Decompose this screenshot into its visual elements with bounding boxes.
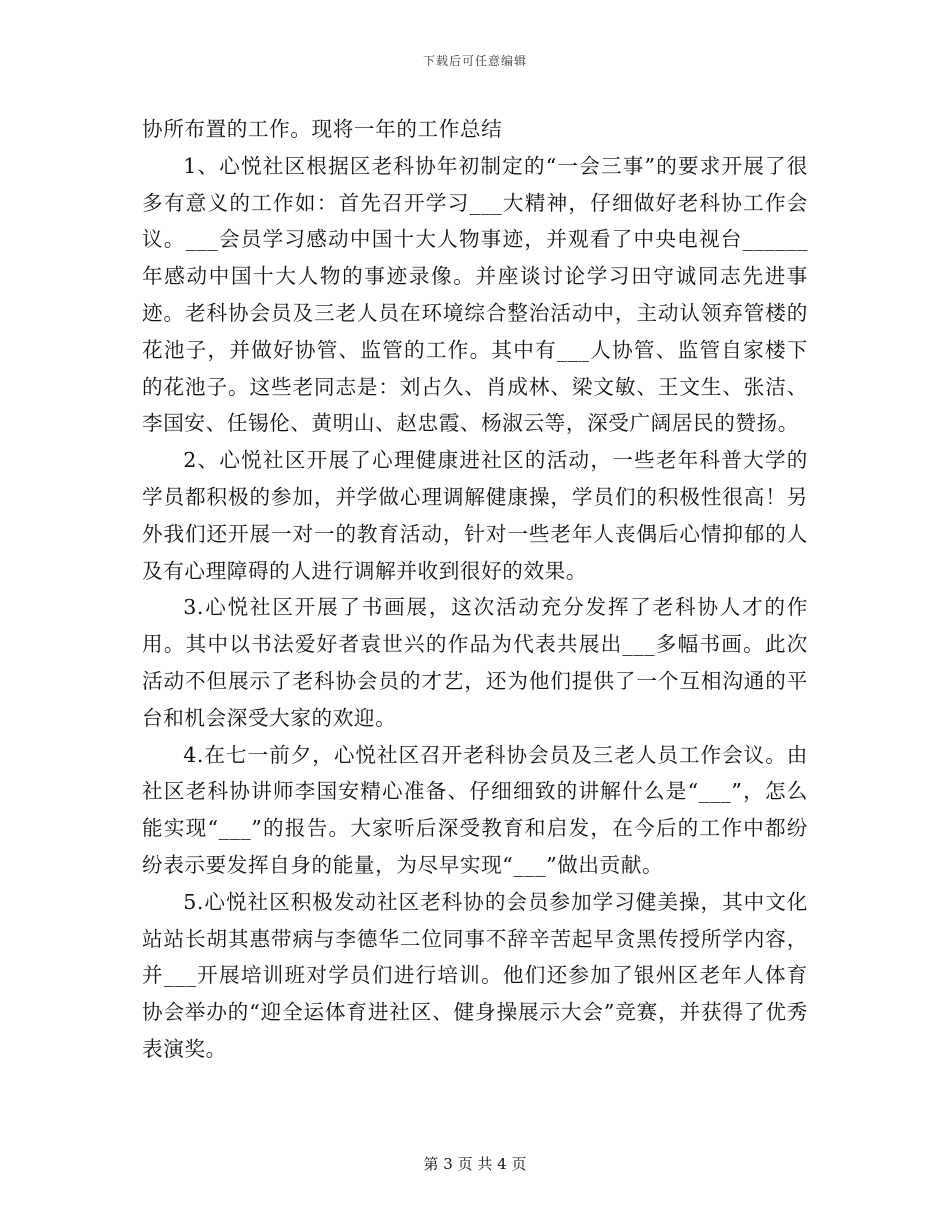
paragraph-item-4: 4.在七一前夕，心悦社区召开老科协会员及三老人员工作会议。由社区老科协讲师李国安精心准备、仔细细致的讲解什么是“___”，怎么能实现“___”的报告。大家听后深受教育和启发，在今后的工作中都纷纷表示要发挥自身的能量，为尽早实现“___”做出贡献。	[142, 742, 808, 877]
document-body	[142, 111, 808, 1068]
page-header: 下载后可任意编辑	[422, 54, 527, 68]
paragraph-continuation: 协所布置的工作。现将一年的工作总结	[142, 117, 503, 141]
paragraph-item-1: 1、心悦社区根据区老科协年初制定的“一会三事”的要求开展了很多有意义的工作如：首先召开学习___大精神，仔细做好老科协工作会议。___会员学习感动中国十大人物事迹，并观看了中央电视台______年感动中国十大人物的事迹录像。并座谈讨论学习田守诚同志先进事迹。老科协会员及三老人员在环境综合整治活动中，主动认领弃管楼的花池子，并做好协管、监管的工作。其中有___人协管、监管自家楼下的花池子。这些老同志是：刘占久、肖成林、梁文敏、王文生、张洁、李国安、任锡伦、黄明山、赵忠霞、杨淑云等，深受广阔居民的赞扬。	[142, 153, 808, 436]
paragraph-item-3: 3.心悦社区开展了书画展，这次活动充分发挥了老科协人才的作用。其中以书法爱好者袁世兴的作品为代表共展出___多幅书画。此次活动不但展示了老科协会员的才艺，还为他们提供了一个互相沟通的平台和机会深受大家的欢迎。	[142, 595, 808, 730]
page-number: 第 3 页 共 4 页	[423, 1155, 527, 1173]
paragraph-item-5: 5.心悦社区积极发动社区老科协的会员参加学习健美操，其中文化站站长胡其惠带病与李德华二位同事不辞辛苦起早贪黑传授所学内容，并___开展培训班对学员们进行培训。他们还参加了银州区老年人体育协会举办的“迎全运体育进社区、健身操展示大会”竞赛，并获得了优秀表演奖。	[142, 889, 808, 1061]
paragraph-item-2: 2、心悦社区开展了心理健康进社区的活动，一些老年科普大学的学员都积极的参加，并学做心理调解健康操，学员们的积极性很高！另外我们还开展一对一的教育活动，针对一些老年人丧偶后心情抑郁的人及有心理障碍的人进行调解并收到很好的效果。	[142, 448, 808, 583]
